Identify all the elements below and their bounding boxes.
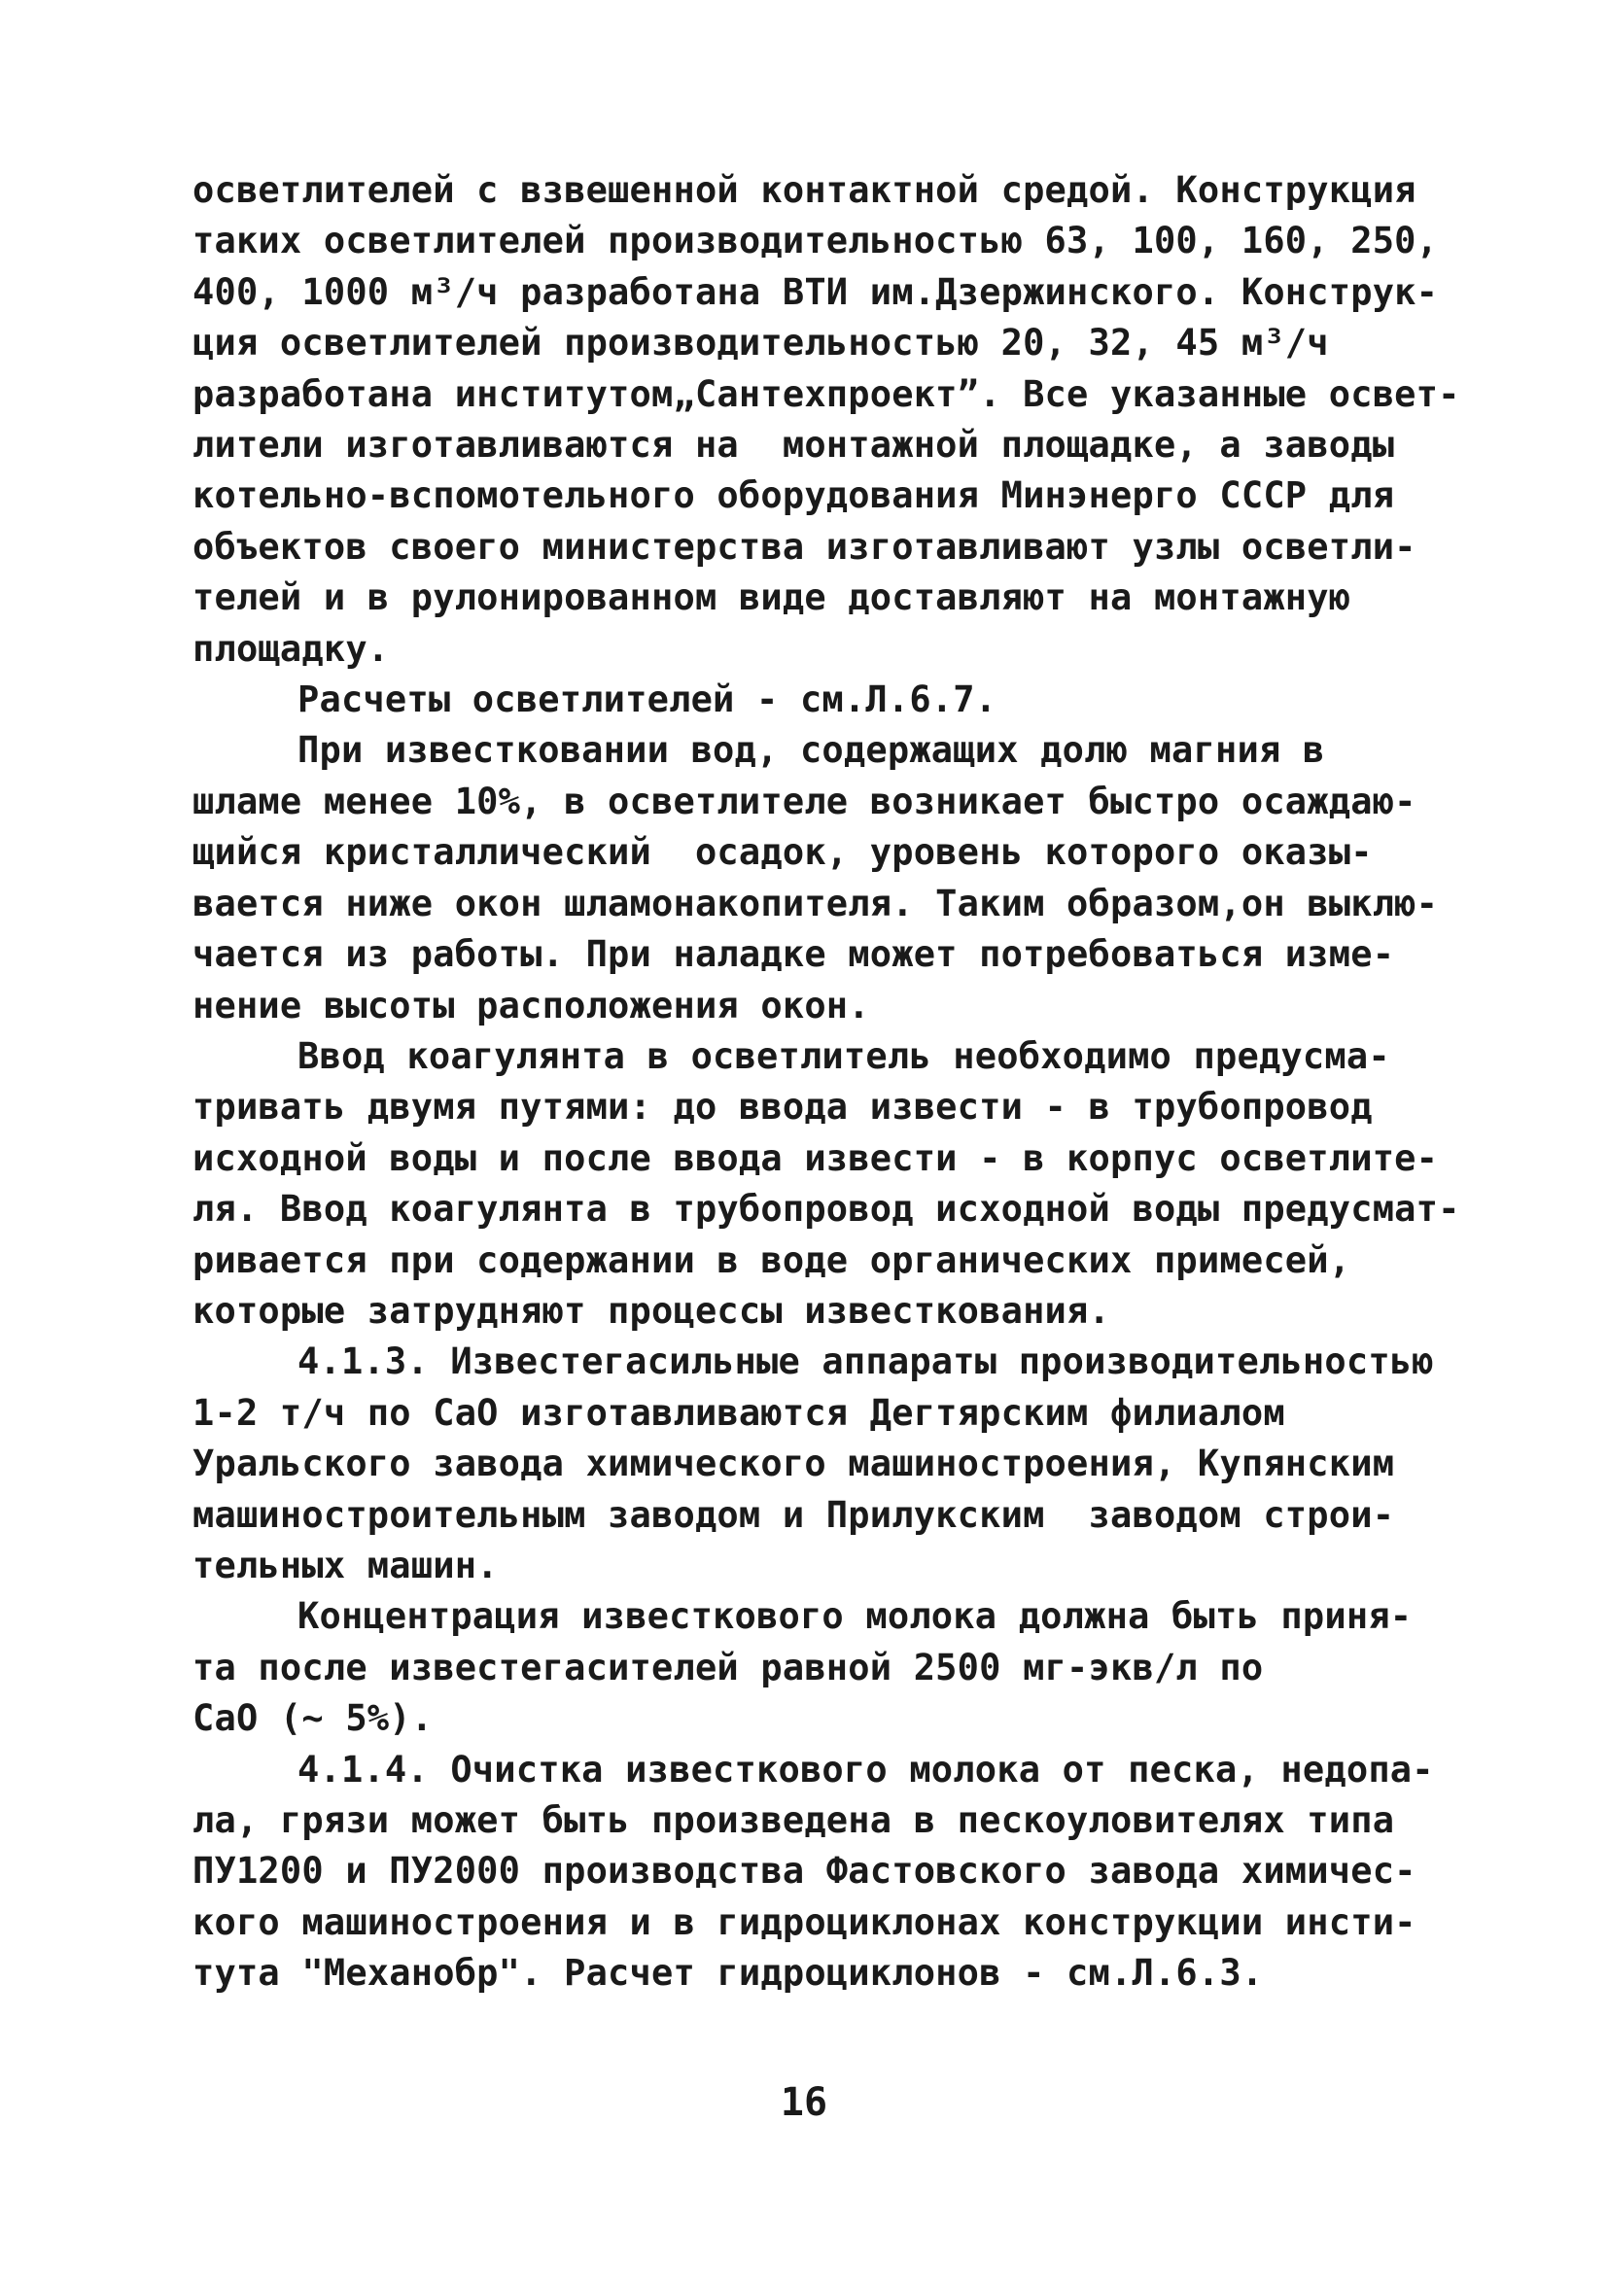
text-line: 1-2 т/ч по СаО изготавливаются Дегтярским филиалом [192,1391,1285,1434]
document-body [192,165,1460,2000]
text-line: машиностроительным заводом и Прилукским заводом строи- [192,1493,1395,1536]
text-line: ля. Ввод коагулянта в трубопровод исходной воды предусмат- [192,1188,1460,1231]
text-line: шламе менее 10%, в осветлителе возникает быстро осаждаю- [192,780,1416,822]
text-line: тривать двумя путями: до ввода извести - в трубопровод [192,1086,1373,1129]
paragraph-coagulant [192,1031,1460,1337]
text-line: ривается при содержании в воде органических примесей, [192,1238,1351,1281]
text-line: При известковании вод, содержащих долю магния в [297,729,1325,772]
text-line: чается из работы. При наладке может потребоваться изме- [192,933,1395,976]
text-line: исходной воды и после ввода извести - в корпус осветлите- [192,1136,1439,1179]
text-line: СаО (~ 5%). [192,1697,434,1740]
paragraph-liming [192,725,1447,1030]
text-line: 400, 1000 м³/ч разработана ВТИ им.Дзержинского. Конструк- [192,270,1439,313]
text-line: осветлителей с взвешенной контактной средой. Конструкция [192,169,1416,211]
text-line: ПУ1200 и ПУ2000 производства Фастовского завода химичес- [192,1850,1416,1893]
text-line: площадку. [192,627,390,670]
text-line: Ввод коагулянта в осветлитель необходимо предусма- [297,1034,1390,1077]
text-line: 4.1.4. Очистка известкового молока от песка, недопа- [297,1748,1434,1791]
text-line: щийся кристаллический осадок, уровень которого оказы- [192,831,1373,874]
text-line: та после известегасителей равной 2500 мг-экв/л по [192,1646,1264,1688]
text-line: кого машиностроения и в гидроциклонах конструкции инсти- [192,1900,1416,1943]
page-number: 16 [780,2080,828,2125]
paragraph-section-4-1-3 [192,1337,1447,1591]
text-line: разработана институтом„Сантехпроект”. Все указанные освет- [192,372,1460,415]
paragraph-calculations-ref [192,675,1447,725]
paragraph-lime-milk-concentration [192,1591,1447,1744]
text-line: которые затрудняют процессы известкования. [192,1289,1110,1332]
text-line: нение высоты расположения окон. [192,984,870,1026]
text-line: лители изготавливаются на монтажной площадке, а заводы [192,424,1395,467]
text-line: Уральского завода химического машиностроения, Купянским [192,1443,1395,1485]
text-line: таких осветлителей производительностью 63, 100, 160, 250, [192,220,1439,262]
text-line: тельных машин. [192,1544,499,1586]
text-line: телей и в рулонированном виде доставляют на монтажную [192,576,1351,619]
paragraph-clarifier-designs [192,165,1460,675]
paragraph-section-4-1-4 [192,1745,1447,2000]
text-line: объектов своего министерства изготавливают узлы осветли- [192,525,1416,568]
text-line: ция осветлителей производительностью 20, 32, 45 м³/ч [192,322,1329,365]
text-line: ла, грязи может быть произведена в пескоуловителях типа [192,1799,1395,1841]
text-line: Концентрация известкового молока должна быть приня- [297,1595,1413,1638]
text-line: котельно-вспомотельного оборудования Минэнерго СССР для [192,474,1395,517]
text-line: Расчеты осветлителей - см.Л.6.7. [297,678,997,721]
text-line: вается ниже окон шламонакопителя. Таким образом,он выклю- [192,882,1439,924]
text-line: 4.1.3. Известегасильные аппараты производительностью [297,1340,1434,1383]
text-line: тута "Механобр". Расчет гидроциклонов - см.Л.6.3. [192,1952,1264,1995]
